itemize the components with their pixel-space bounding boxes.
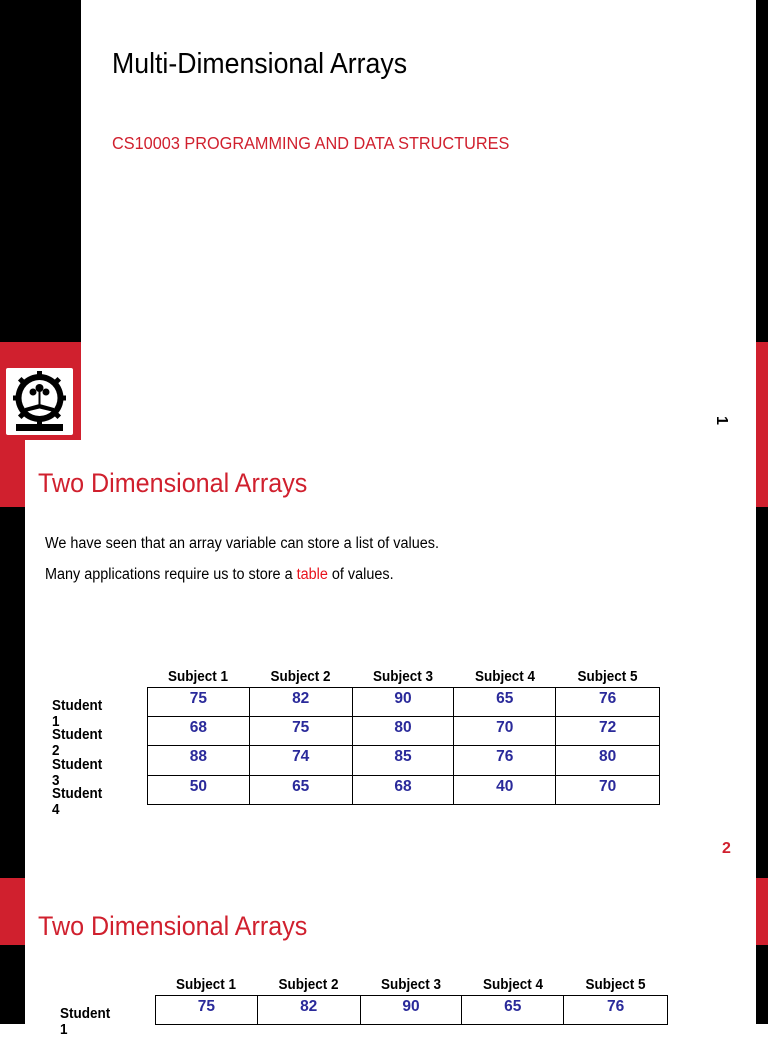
table-row: [148, 746, 660, 776]
column-header: Subject 1: [176, 977, 236, 993]
presentation-title: Multi-Dimensional Arrays: [112, 48, 408, 80]
column-header: Subject 5: [585, 977, 646, 993]
slide-title: Two Dimensional Arrays: [38, 468, 308, 498]
right-red-tab: [756, 878, 768, 945]
row-header: Student 2: [52, 727, 103, 759]
slide-1: [0, 0, 768, 440]
right-red-tab: [756, 440, 768, 507]
row-header: Student 4: [52, 786, 103, 818]
table-cell: 76: [556, 688, 660, 717]
highlight-word: table: [296, 566, 328, 583]
table-cell: 68: [148, 717, 250, 746]
table-cell: 76: [454, 746, 556, 776]
page-number: 2: [722, 840, 731, 857]
body-line-2-start: Many applications require us to store a: [45, 566, 297, 583]
table-cell: 75: [148, 688, 250, 717]
table-cell: 75: [156, 996, 258, 1025]
column-header: Subject 5: [577, 669, 638, 685]
table-cell: 85: [352, 746, 454, 776]
table-cell: 75: [249, 717, 352, 746]
column-header: Subject 1: [168, 669, 228, 685]
column-header: Subject 4: [475, 669, 535, 685]
table-row: [148, 717, 660, 746]
left-black-strip: [0, 945, 25, 1024]
table-cell: 74: [249, 746, 352, 776]
table-cell: 82: [257, 996, 360, 1025]
right-black-strip: [756, 507, 768, 878]
table-cell: 72: [556, 717, 660, 746]
table-cell: 68: [352, 776, 454, 805]
table-cell: 65: [249, 776, 352, 805]
right-black-strip: [756, 945, 768, 1024]
table-cell: 70: [556, 776, 660, 805]
body-line-2: [45, 566, 394, 584]
table-row: [148, 688, 660, 717]
row-header: Student 1: [52, 698, 103, 730]
table-cell: 70: [454, 717, 556, 746]
column-header: Subject 2: [278, 977, 339, 993]
table-cell: 82: [249, 688, 352, 717]
table-cell: 88: [148, 746, 250, 776]
table-cell: 90: [352, 688, 454, 717]
table-cell: 65: [454, 688, 556, 717]
right-red-bar: [756, 342, 768, 440]
left-red-tab: [0, 440, 25, 507]
slide-3: [0, 878, 768, 1038]
slide-2: [0, 440, 768, 878]
marks-grid: [155, 995, 668, 1025]
column-header: Subject 3: [373, 669, 433, 685]
table-cell: 80: [352, 717, 454, 746]
row-header: Student 1: [60, 1006, 111, 1038]
page-number: 1: [713, 416, 730, 425]
table-row: [156, 996, 668, 1025]
right-black-bar: [756, 0, 768, 342]
table-cell: 40: [454, 776, 556, 805]
table-cell: 65: [462, 996, 564, 1025]
column-header: Subject 4: [483, 977, 543, 993]
table-cell: 90: [360, 996, 462, 1025]
table-cell: 80: [556, 746, 660, 776]
body-line-2-end: of values.: [327, 566, 394, 583]
marks-grid: [147, 687, 660, 805]
column-header: Subject 3: [381, 977, 441, 993]
column-header: Subject 2: [270, 669, 331, 685]
left-red-tab: [0, 878, 25, 945]
left-black-strip: [0, 507, 25, 878]
row-header: Student 3: [52, 757, 103, 789]
table-cell: 76: [564, 996, 668, 1025]
left-black-bar: [0, 0, 81, 342]
course-subtitle: CS10003 PROGRAMMING AND DATA STRUCTURES: [112, 133, 510, 153]
table-row: [148, 776, 660, 805]
iit-kharagpur-logo-icon: [6, 368, 73, 435]
body-line-1: We have seen that an array variable can store a list of values.: [45, 535, 439, 552]
table-cell: 50: [148, 776, 250, 805]
slide-title: Two Dimensional Arrays: [38, 911, 308, 941]
